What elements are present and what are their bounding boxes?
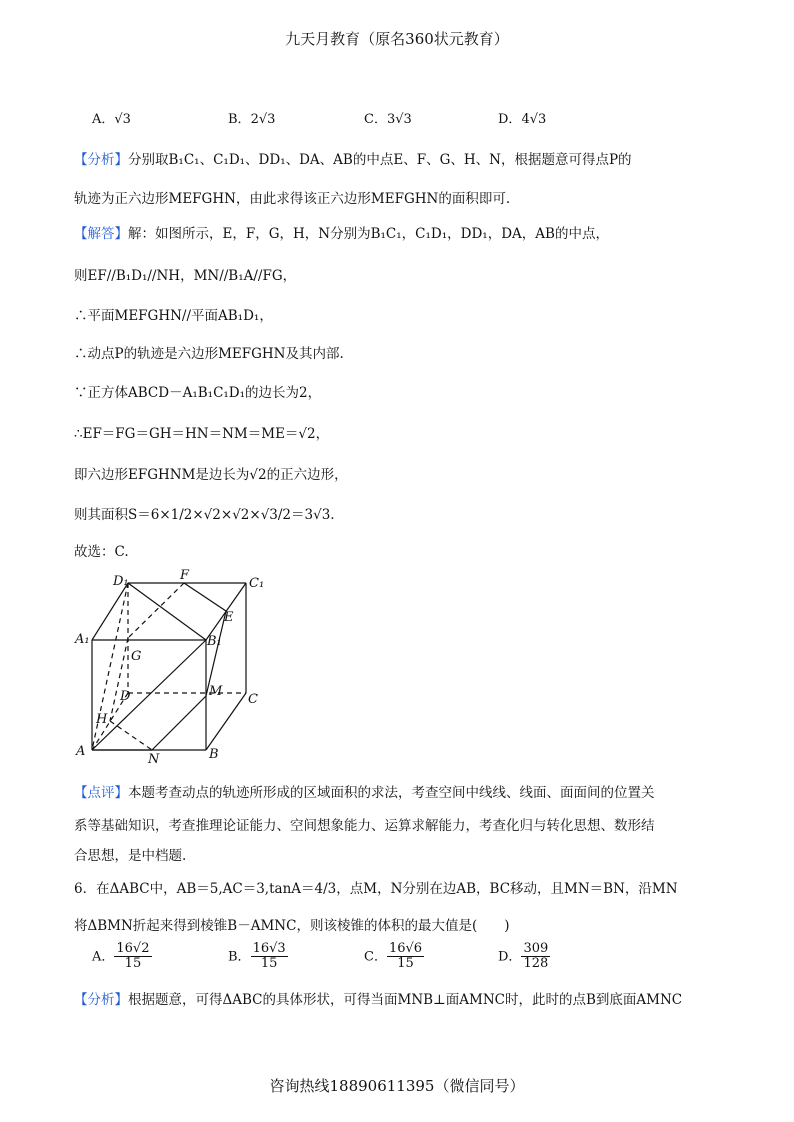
q5-option-a: A．√3 bbox=[92, 112, 131, 127]
label-a1: A₁ bbox=[75, 632, 90, 647]
label-b: B bbox=[209, 747, 219, 762]
q5-option-d-value: 4√3 bbox=[521, 112, 547, 127]
label-m: M bbox=[209, 684, 223, 699]
label-g: G bbox=[131, 649, 142, 664]
q5-option-c: C．3√3 bbox=[364, 112, 412, 127]
q6-stem-line-1: 6．在ΔABC中，AB＝5,AC＝3,tanA＝4/3，点M，N分别在边AB，BC移动，且MN＝BN，沿MN bbox=[74, 881, 678, 897]
q5-solution-line-7: 即六边形EFGHNM是边长为√2的正六边形， bbox=[74, 467, 348, 483]
label-c: C bbox=[248, 692, 258, 707]
q5-comment-line-1: 【点评】本题考查动点的轨迹所形成的区域面积的求法，考查空间中线线、线面、面面间的位置关 bbox=[74, 785, 655, 801]
q5-analysis-line-2: 轨迹为正六边形MEFGHN，由此求得该正六边形MEFGHN的面积即可. bbox=[74, 191, 511, 207]
label-a: A bbox=[76, 744, 86, 759]
label-e: E bbox=[224, 610, 234, 625]
analysis-tag: 【分析】 bbox=[74, 152, 128, 168]
label-n: N bbox=[148, 752, 160, 767]
label-b1: B₁ bbox=[207, 634, 222, 649]
q5-option-b-value: 2√3 bbox=[250, 112, 276, 127]
q5-solution-line-9: 故选：C. bbox=[74, 544, 129, 560]
solution-tag: 【解答】 bbox=[74, 226, 128, 242]
cube-figure bbox=[72, 567, 272, 767]
page-header: 九天月教育（原名360状元教育） bbox=[285, 30, 509, 48]
q6-option-a: A． $\frac{16√2}{15}$ bbox=[92, 941, 150, 972]
q5-comment-line-2: 系等基础知识，考查推理论证能力、空间想象能力、运算求解能力，考查化归与转化思想、数形结 bbox=[74, 818, 655, 834]
page-footer: 咨询热线18890611395（微信同号） bbox=[269, 1077, 525, 1095]
q6-analysis-tag: 【分析】 bbox=[74, 992, 128, 1008]
q6-analysis-line-1: 【分析】根据题意，可得ΔABC的具体形状，可得当面MNB⊥面AMNC时，此时的点B到底面AMNC bbox=[74, 992, 683, 1008]
q5-comment-line-3: 合思想，是中档题. bbox=[74, 848, 187, 864]
q6-stem-line-2: 将ΔBMN折起来得到棱锥B－AMNC，则该棱锥的体积的最大值是( ) bbox=[74, 918, 510, 934]
q6-option-d: D． $\frac{309}{128}$ bbox=[498, 941, 549, 972]
q5-analysis-line-1: 【分析】分别取B₁C₁、C₁D₁、DD₁、DA、AB的中点E、F、G、H、N，根据题意可得点P的 bbox=[74, 152, 632, 168]
q5-solution-line-3: ∴平面MEFGHN//平面AB₁D₁， bbox=[74, 308, 273, 324]
label-f: F bbox=[180, 568, 190, 583]
comment-tag: 【点评】 bbox=[74, 785, 128, 801]
q5-solution-line-8: 则其面积S＝6×1/2×√2×√2×√3/2＝3√3. bbox=[74, 507, 335, 523]
q5-option-c-value: 3√3 bbox=[386, 112, 412, 127]
q6-option-b: B． $\frac{16√3}{15}$ bbox=[228, 941, 286, 972]
label-d1: D₁ bbox=[113, 574, 129, 589]
q6-option-c: C． $\frac{16√6}{15}$ bbox=[364, 941, 423, 972]
q5-solution-line-5: ∵正方体ABCD－A₁B₁C₁D₁的边长为2， bbox=[74, 385, 322, 401]
label-c1: C₁ bbox=[249, 576, 265, 591]
q5-option-b: B．2√3 bbox=[228, 112, 276, 127]
label-d: D bbox=[120, 689, 131, 704]
q5-solution-line-6: ∴EF＝FG＝GH＝HN＝NM＝ME＝√2， bbox=[74, 426, 330, 442]
q5-solution-line-1: 【解答】解：如图所示，E，F，G，H，N分别为B₁C₁，C₁D₁，DD₁，DA，AB的中点， bbox=[74, 226, 609, 242]
q5-option-d: D．4√3 bbox=[498, 112, 547, 127]
q5-solution-line-2: 则EF//B₁D₁//NH，MN//B₁A//FG， bbox=[74, 268, 297, 284]
label-h: H bbox=[96, 712, 108, 727]
q5-option-a-value: √3 bbox=[114, 112, 131, 127]
q5-solution-line-4: ∴动点P的轨迹是六边形MEFGHN及其内部. bbox=[74, 346, 344, 362]
